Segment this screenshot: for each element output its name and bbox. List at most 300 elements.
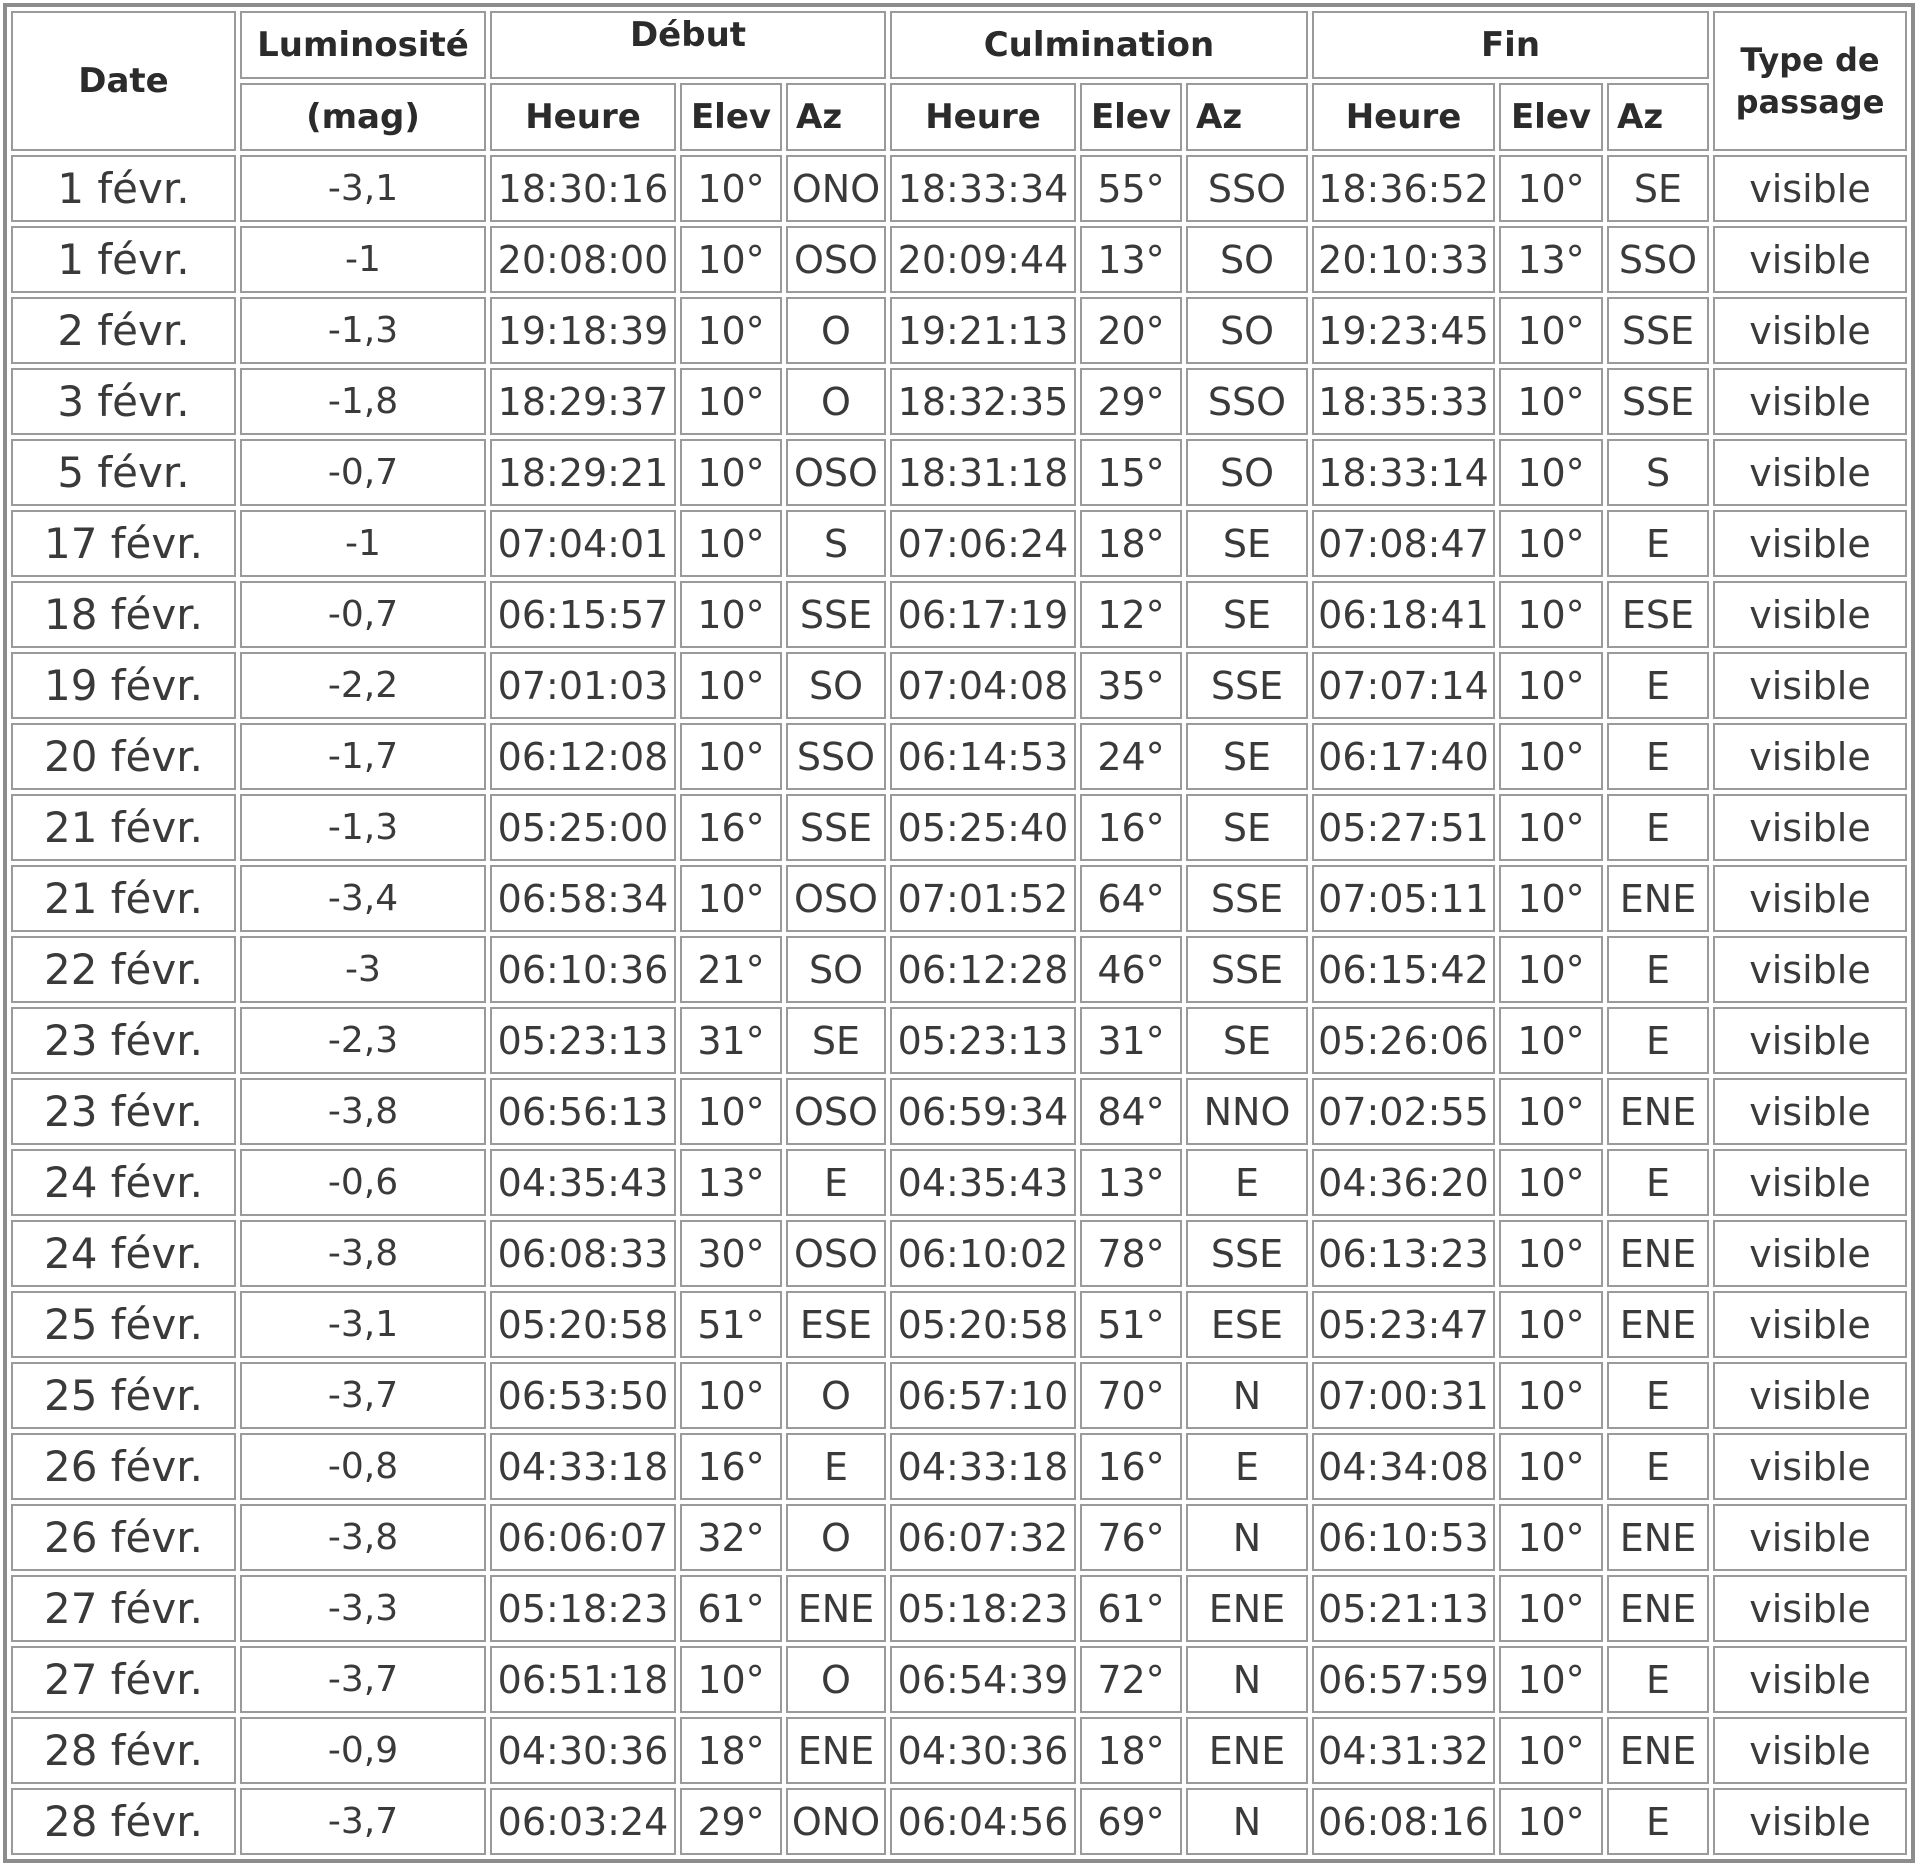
cell-culmination-elev: 35°: [1080, 652, 1182, 719]
cell-debut-heure: 04:35:43: [490, 1149, 676, 1216]
cell-culmination-heure: 19:21:13: [890, 297, 1076, 364]
cell-fin-heure: 04:34:08: [1312, 1433, 1495, 1500]
header-type-line1: Type de: [1740, 41, 1880, 79]
cell-fin-az: ENE: [1607, 1717, 1709, 1784]
table-row: [11, 1788, 1907, 1855]
cell-culmination-elev: 76°: [1080, 1504, 1182, 1571]
table-row: [11, 723, 1907, 790]
cell-mag: -3,3: [240, 1575, 486, 1642]
cell-debut-elev: 10°: [680, 368, 782, 435]
cell-fin-elev: 10°: [1499, 1362, 1603, 1429]
cell-culmination-elev: 64°: [1080, 865, 1182, 932]
cell-date: 21 févr.: [11, 794, 236, 861]
cell-debut-elev: 10°: [680, 1078, 782, 1145]
cell-fin-heure: 04:36:20: [1312, 1149, 1495, 1216]
cell-fin-heure: 06:57:59: [1312, 1646, 1495, 1713]
table-row: [11, 297, 1907, 364]
cell-date: 21 févr.: [11, 865, 236, 932]
cell-mag: -0,8: [240, 1433, 486, 1500]
cell-culmination-heure: 04:33:18: [890, 1433, 1076, 1500]
cell-debut-az: SE: [786, 1007, 886, 1074]
cell-date: 25 févr.: [11, 1362, 236, 1429]
header-type-line2: passage: [1735, 83, 1885, 121]
table-row: [11, 865, 1907, 932]
cell-culmination-heure: 06:07:32: [890, 1504, 1076, 1571]
cell-debut-az: OSO: [786, 1220, 886, 1287]
cell-fin-elev: 10°: [1499, 1149, 1603, 1216]
cell-fin-az: E: [1607, 652, 1709, 719]
cell-culmination-elev: 61°: [1080, 1575, 1182, 1642]
cell-fin-elev: 10°: [1499, 1291, 1603, 1358]
cell-fin-az: E: [1607, 510, 1709, 577]
cell-mag: -3,7: [240, 1788, 486, 1855]
cell-fin-heure: 05:21:13: [1312, 1575, 1495, 1642]
cell-culmination-az: SSO: [1186, 155, 1308, 222]
cell-debut-heure: 06:03:24: [490, 1788, 676, 1855]
cell-debut-elev: 61°: [680, 1575, 782, 1642]
cell-culmination-heure: 04:35:43: [890, 1149, 1076, 1216]
cell-fin-heure: 06:13:23: [1312, 1220, 1495, 1287]
cell-date: 20 févr.: [11, 723, 236, 790]
cell-debut-elev: 16°: [680, 794, 782, 861]
cell-debut-elev: 31°: [680, 1007, 782, 1074]
table-row: [11, 155, 1907, 222]
cell-culmination-heure: 18:31:18: [890, 439, 1076, 506]
cell-culmination-heure: 06:12:28: [890, 936, 1076, 1003]
cell-culmination-az: SSO: [1186, 368, 1308, 435]
cell-debut-heure: 06:15:57: [490, 581, 676, 648]
cell-type: visible: [1713, 1291, 1907, 1358]
cell-culmination-elev: 46°: [1080, 936, 1182, 1003]
cell-fin-heure: 18:36:52: [1312, 155, 1495, 222]
cell-debut-az: OSO: [786, 226, 886, 293]
cell-type: visible: [1713, 297, 1907, 364]
cell-fin-elev: 10°: [1499, 1007, 1603, 1074]
cell-culmination-heure: 18:32:35: [890, 368, 1076, 435]
table-row: [11, 1717, 1907, 1784]
cell-type: visible: [1713, 1504, 1907, 1571]
cell-type: visible: [1713, 794, 1907, 861]
cell-fin-heure: 04:31:32: [1312, 1717, 1495, 1784]
cell-debut-az: O: [786, 368, 886, 435]
cell-fin-elev: 10°: [1499, 510, 1603, 577]
cell-culmination-az: E: [1186, 1433, 1308, 1500]
cell-culmination-heure: 06:57:10: [890, 1362, 1076, 1429]
cell-culmination-elev: 31°: [1080, 1007, 1182, 1074]
cell-culmination-heure: 05:25:40: [890, 794, 1076, 861]
cell-type: visible: [1713, 865, 1907, 932]
cell-fin-az: ENE: [1607, 1078, 1709, 1145]
header-type-de-passage: [1713, 11, 1907, 151]
cell-culmination-heure: 06:59:34: [890, 1078, 1076, 1145]
cell-fin-az: E: [1607, 1362, 1709, 1429]
cell-fin-heure: 05:27:51: [1312, 794, 1495, 861]
cell-date: 1 févr.: [11, 226, 236, 293]
cell-type: visible: [1713, 510, 1907, 577]
cell-culmination-heure: 18:33:34: [890, 155, 1076, 222]
cell-debut-heure: 07:04:01: [490, 510, 676, 577]
cell-type: visible: [1713, 1433, 1907, 1500]
cell-debut-elev: 10°: [680, 1646, 782, 1713]
cell-fin-elev: 10°: [1499, 1646, 1603, 1713]
table-row: [11, 1291, 1907, 1358]
table-row: [11, 794, 1907, 861]
cell-debut-az: E: [786, 1433, 886, 1500]
cell-type: visible: [1713, 1646, 1907, 1713]
cell-type: visible: [1713, 155, 1907, 222]
cell-culmination-az: ENE: [1186, 1575, 1308, 1642]
cell-fin-elev: 10°: [1499, 1504, 1603, 1571]
table-row: [11, 1433, 1907, 1500]
header-debut: Début: [490, 11, 886, 79]
cell-debut-heure: 06:56:13: [490, 1078, 676, 1145]
cell-mag: -0,7: [240, 581, 486, 648]
table-row: [11, 368, 1907, 435]
cell-debut-elev: 10°: [680, 510, 782, 577]
cell-culmination-elev: 20°: [1080, 297, 1182, 364]
cell-mag: -1,3: [240, 794, 486, 861]
cell-fin-elev: 10°: [1499, 865, 1603, 932]
cell-date: 1 févr.: [11, 155, 236, 222]
table-row: [11, 1504, 1907, 1571]
table-row: [11, 1575, 1907, 1642]
cell-culmination-az: N: [1186, 1504, 1308, 1571]
cell-date: 27 févr.: [11, 1575, 236, 1642]
cell-culmination-elev: 15°: [1080, 439, 1182, 506]
cell-date: 5 févr.: [11, 439, 236, 506]
cell-fin-heure: 07:08:47: [1312, 510, 1495, 577]
cell-type: visible: [1713, 1717, 1907, 1784]
header-culmination-az: Az: [1186, 83, 1308, 151]
cell-fin-az: E: [1607, 1007, 1709, 1074]
cell-type: visible: [1713, 1575, 1907, 1642]
cell-debut-az: ONO: [786, 1788, 886, 1855]
cell-fin-elev: 10°: [1499, 155, 1603, 222]
cell-debut-elev: 10°: [680, 297, 782, 364]
cell-type: visible: [1713, 1078, 1907, 1145]
cell-date: 24 févr.: [11, 1149, 236, 1216]
cell-culmination-heure: 20:09:44: [890, 226, 1076, 293]
cell-debut-elev: 10°: [680, 439, 782, 506]
cell-type: visible: [1713, 226, 1907, 293]
header-mag: (mag): [240, 83, 486, 151]
header-fin-az: Az: [1607, 83, 1709, 151]
cell-culmination-az: SO: [1186, 297, 1308, 364]
cell-culmination-az: SE: [1186, 723, 1308, 790]
cell-culmination-elev: 12°: [1080, 581, 1182, 648]
cell-fin-heure: 05:23:47: [1312, 1291, 1495, 1358]
cell-date: 23 févr.: [11, 1007, 236, 1074]
cell-fin-az: E: [1607, 723, 1709, 790]
cell-mag: -3,4: [240, 865, 486, 932]
cell-mag: -3,1: [240, 1291, 486, 1358]
cell-debut-heure: 19:18:39: [490, 297, 676, 364]
cell-date: 22 févr.: [11, 936, 236, 1003]
cell-debut-elev: 29°: [680, 1788, 782, 1855]
cell-debut-elev: 10°: [680, 581, 782, 648]
cell-mag: -3,7: [240, 1646, 486, 1713]
cell-debut-heure: 05:23:13: [490, 1007, 676, 1074]
cell-fin-az: E: [1607, 1149, 1709, 1216]
header-fin-elev: Elev: [1499, 83, 1603, 151]
cell-date: 26 févr.: [11, 1504, 236, 1571]
cell-fin-az: SSE: [1607, 297, 1709, 364]
cell-debut-az: ONO: [786, 155, 886, 222]
cell-debut-heure: 05:20:58: [490, 1291, 676, 1358]
header-culmination-heure: Heure: [890, 83, 1076, 151]
cell-mag: -3,8: [240, 1504, 486, 1571]
cell-debut-elev: 10°: [680, 723, 782, 790]
cell-fin-az: E: [1607, 1433, 1709, 1500]
cell-debut-heure: 06:08:33: [490, 1220, 676, 1287]
cell-debut-heure: 06:58:34: [490, 865, 676, 932]
cell-type: visible: [1713, 368, 1907, 435]
cell-fin-az: SSO: [1607, 226, 1709, 293]
cell-culmination-az: ESE: [1186, 1291, 1308, 1358]
cell-fin-az: ENE: [1607, 865, 1709, 932]
cell-culmination-az: SE: [1186, 510, 1308, 577]
cell-debut-heure: 18:30:16: [490, 155, 676, 222]
cell-culmination-elev: 70°: [1080, 1362, 1182, 1429]
table-row: [11, 510, 1907, 577]
cell-mag: -0,6: [240, 1149, 486, 1216]
cell-culmination-elev: 13°: [1080, 226, 1182, 293]
cell-fin-heure: 06:10:53: [1312, 1504, 1495, 1571]
cell-debut-heure: 06:06:07: [490, 1504, 676, 1571]
cell-type: visible: [1713, 652, 1907, 719]
cell-date: 27 févr.: [11, 1646, 236, 1713]
table-row: [11, 439, 1907, 506]
cell-mag: -3,7: [240, 1362, 486, 1429]
cell-culmination-elev: 78°: [1080, 1220, 1182, 1287]
cell-type: visible: [1713, 439, 1907, 506]
cell-culmination-elev: 18°: [1080, 1717, 1182, 1784]
cell-debut-az: O: [786, 1504, 886, 1571]
cell-culmination-elev: 69°: [1080, 1788, 1182, 1855]
cell-culmination-az: N: [1186, 1646, 1308, 1713]
cell-date: 24 févr.: [11, 1220, 236, 1287]
cell-debut-az: O: [786, 1362, 886, 1429]
cell-debut-elev: 30°: [680, 1220, 782, 1287]
cell-debut-az: OSO: [786, 865, 886, 932]
cell-mag: -3,8: [240, 1078, 486, 1145]
table-row: [11, 1646, 1907, 1713]
cell-debut-heure: 18:29:21: [490, 439, 676, 506]
cell-culmination-elev: 24°: [1080, 723, 1182, 790]
cell-type: visible: [1713, 936, 1907, 1003]
cell-debut-heure: 04:30:36: [490, 1717, 676, 1784]
cell-date: 28 févr.: [11, 1717, 236, 1784]
cell-mag: -1,7: [240, 723, 486, 790]
cell-culmination-az: SSE: [1186, 936, 1308, 1003]
cell-culmination-heure: 04:30:36: [890, 1717, 1076, 1784]
cell-mag: -1: [240, 510, 486, 577]
table-header: [11, 11, 1907, 151]
cell-mag: -1,8: [240, 368, 486, 435]
cell-type: visible: [1713, 1007, 1907, 1074]
cell-debut-heure: 04:33:18: [490, 1433, 676, 1500]
cell-type: visible: [1713, 1149, 1907, 1216]
cell-fin-elev: 10°: [1499, 794, 1603, 861]
cell-fin-az: E: [1607, 794, 1709, 861]
cell-debut-elev: 21°: [680, 936, 782, 1003]
cell-date: 26 févr.: [11, 1433, 236, 1500]
cell-debut-heure: 06:10:36: [490, 936, 676, 1003]
cell-fin-elev: 10°: [1499, 652, 1603, 719]
cell-mag: -0,9: [240, 1717, 486, 1784]
header-debut-elev: Elev: [680, 83, 782, 151]
cell-fin-az: E: [1607, 936, 1709, 1003]
cell-mag: -1,3: [240, 297, 486, 364]
table-row: [11, 1078, 1907, 1145]
header-culmination: Culmination: [890, 11, 1308, 79]
cell-culmination-heure: 05:23:13: [890, 1007, 1076, 1074]
cell-debut-elev: 10°: [680, 155, 782, 222]
cell-debut-heure: 06:12:08: [490, 723, 676, 790]
cell-debut-elev: 10°: [680, 652, 782, 719]
passes-table: [3, 3, 1915, 1863]
cell-debut-elev: 10°: [680, 226, 782, 293]
cell-debut-elev: 10°: [680, 1362, 782, 1429]
cell-mag: -2,2: [240, 652, 486, 719]
cell-culmination-az: SE: [1186, 581, 1308, 648]
cell-culmination-az: N: [1186, 1788, 1308, 1855]
cell-culmination-elev: 55°: [1080, 155, 1182, 222]
header-date: Date: [11, 11, 236, 151]
cell-debut-az: SO: [786, 652, 886, 719]
cell-culmination-elev: 51°: [1080, 1291, 1182, 1358]
cell-culmination-az: N: [1186, 1362, 1308, 1429]
cell-debut-az: OSO: [786, 439, 886, 506]
cell-debut-heure: 18:29:37: [490, 368, 676, 435]
cell-culmination-az: E: [1186, 1149, 1308, 1216]
cell-fin-az: SE: [1607, 155, 1709, 222]
cell-culmination-elev: 72°: [1080, 1646, 1182, 1713]
cell-debut-elev: 16°: [680, 1433, 782, 1500]
cell-culmination-az: ENE: [1186, 1717, 1308, 1784]
cell-culmination-az: SE: [1186, 1007, 1308, 1074]
cell-fin-elev: 10°: [1499, 1717, 1603, 1784]
cell-fin-elev: 10°: [1499, 439, 1603, 506]
cell-date: 23 févr.: [11, 1078, 236, 1145]
cell-debut-az: ENE: [786, 1575, 886, 1642]
cell-debut-heure: 06:53:50: [490, 1362, 676, 1429]
cell-culmination-az: NNO: [1186, 1078, 1308, 1145]
cell-date: 19 févr.: [11, 652, 236, 719]
table-row: [11, 1362, 1907, 1429]
cell-culmination-elev: 13°: [1080, 1149, 1182, 1216]
cell-type: visible: [1713, 581, 1907, 648]
table-row: [11, 581, 1907, 648]
cell-fin-elev: 10°: [1499, 297, 1603, 364]
cell-debut-az: S: [786, 510, 886, 577]
cell-fin-heure: 07:07:14: [1312, 652, 1495, 719]
cell-debut-az: ESE: [786, 1291, 886, 1358]
cell-fin-az: E: [1607, 1646, 1709, 1713]
table-row: [11, 1149, 1907, 1216]
cell-date: 2 févr.: [11, 297, 236, 364]
table-row: [11, 1220, 1907, 1287]
cell-fin-heure: 18:33:14: [1312, 439, 1495, 506]
header-luminosite: Luminosité: [240, 11, 486, 79]
cell-culmination-az: SSE: [1186, 652, 1308, 719]
cell-debut-elev: 32°: [680, 1504, 782, 1571]
cell-fin-heure: 07:00:31: [1312, 1362, 1495, 1429]
cell-type: visible: [1713, 1362, 1907, 1429]
header-debut-az: Az: [786, 83, 886, 151]
cell-fin-elev: 10°: [1499, 1078, 1603, 1145]
cell-fin-heure: 06:18:41: [1312, 581, 1495, 648]
cell-culmination-elev: 18°: [1080, 510, 1182, 577]
cell-fin-elev: 10°: [1499, 1433, 1603, 1500]
cell-fin-heure: 06:15:42: [1312, 936, 1495, 1003]
cell-debut-az: O: [786, 297, 886, 364]
cell-fin-az: E: [1607, 1788, 1709, 1855]
cell-fin-heure: 06:17:40: [1312, 723, 1495, 790]
cell-fin-az: ENE: [1607, 1504, 1709, 1571]
cell-fin-az: ENE: [1607, 1291, 1709, 1358]
cell-culmination-elev: 16°: [1080, 1433, 1182, 1500]
cell-culmination-az: SSE: [1186, 865, 1308, 932]
cell-culmination-elev: 84°: [1080, 1078, 1182, 1145]
cell-debut-az: O: [786, 1646, 886, 1713]
cell-culmination-heure: 05:20:58: [890, 1291, 1076, 1358]
cell-fin-elev: 10°: [1499, 1788, 1603, 1855]
cell-fin-heure: 18:35:33: [1312, 368, 1495, 435]
table-row: [11, 652, 1907, 719]
cell-fin-az: SSE: [1607, 368, 1709, 435]
cell-mag: -0,7: [240, 439, 486, 506]
cell-fin-heure: 07:05:11: [1312, 865, 1495, 932]
cell-fin-elev: 10°: [1499, 723, 1603, 790]
cell-debut-az: SSO: [786, 723, 886, 790]
cell-fin-heure: 06:08:16: [1312, 1788, 1495, 1855]
cell-culmination-elev: 16°: [1080, 794, 1182, 861]
cell-debut-heure: 06:51:18: [490, 1646, 676, 1713]
table-row: [11, 226, 1907, 293]
header-fin: Fin: [1312, 11, 1709, 79]
cell-debut-az: SSE: [786, 794, 886, 861]
cell-date: 28 févr.: [11, 1788, 236, 1855]
cell-debut-elev: 51°: [680, 1291, 782, 1358]
header-culmination-elev: Elev: [1080, 83, 1182, 151]
cell-debut-az: ENE: [786, 1717, 886, 1784]
cell-culmination-heure: 06:14:53: [890, 723, 1076, 790]
table-row: [11, 1007, 1907, 1074]
cell-debut-elev: 13°: [680, 1149, 782, 1216]
cell-date: 17 févr.: [11, 510, 236, 577]
cell-debut-heure: 05:25:00: [490, 794, 676, 861]
cell-debut-heure: 20:08:00: [490, 226, 676, 293]
table-body: [11, 155, 1907, 1855]
cell-fin-heure: 07:02:55: [1312, 1078, 1495, 1145]
cell-fin-az: ENE: [1607, 1575, 1709, 1642]
cell-culmination-elev: 29°: [1080, 368, 1182, 435]
header-debut-heure: Heure: [490, 83, 676, 151]
cell-culmination-az: SE: [1186, 794, 1308, 861]
cell-fin-elev: 10°: [1499, 1575, 1603, 1642]
cell-culmination-az: SO: [1186, 439, 1308, 506]
cell-date: 25 févr.: [11, 1291, 236, 1358]
cell-fin-heure: 20:10:33: [1312, 226, 1495, 293]
cell-debut-az: OSO: [786, 1078, 886, 1145]
cell-culmination-az: SSE: [1186, 1220, 1308, 1287]
header-fin-heure: Heure: [1312, 83, 1495, 151]
cell-culmination-heure: 06:04:56: [890, 1788, 1076, 1855]
cell-culmination-heure: 06:54:39: [890, 1646, 1076, 1713]
cell-fin-heure: 05:26:06: [1312, 1007, 1495, 1074]
cell-mag: -3: [240, 936, 486, 1003]
